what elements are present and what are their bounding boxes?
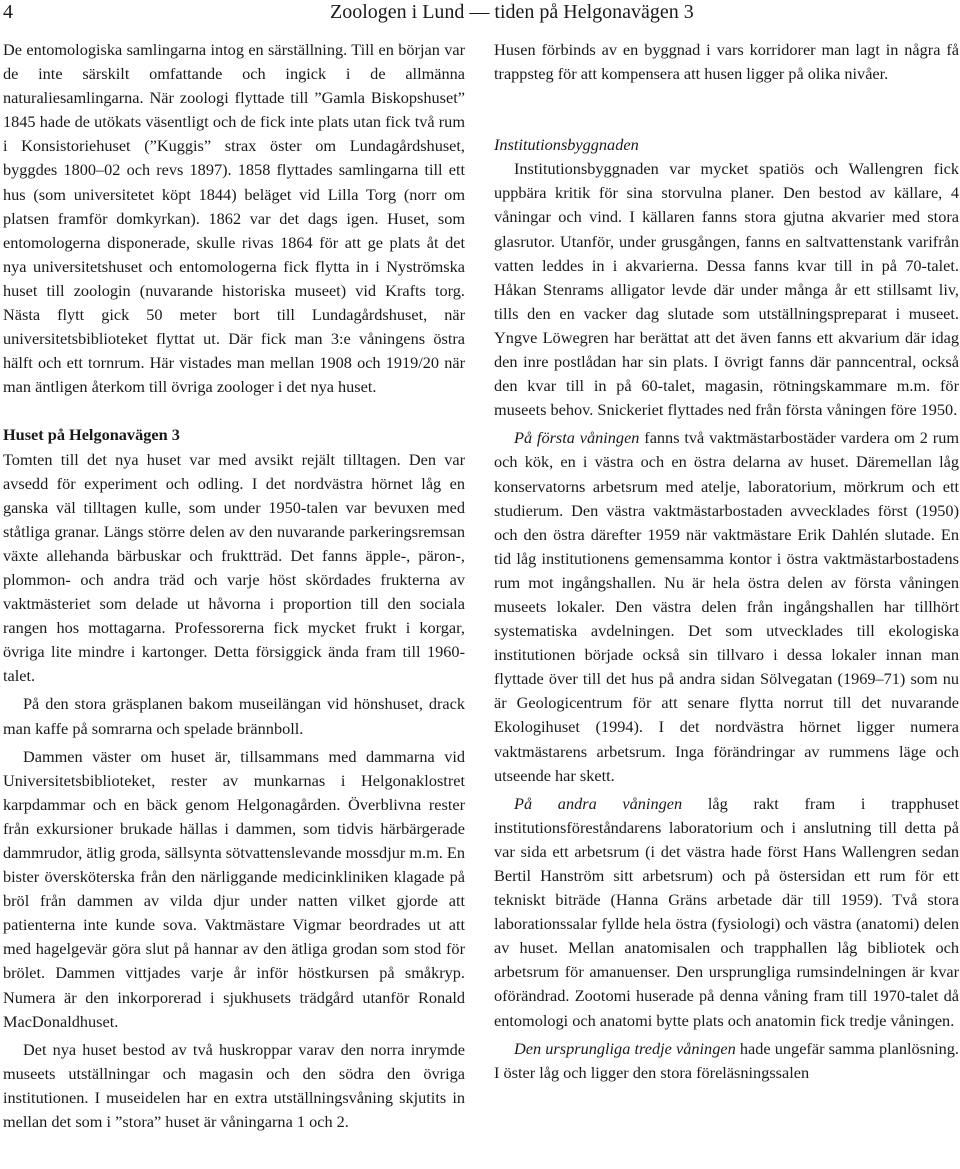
paragraph: På den stora gräsplanen bakom museilängan vid hönshuset, drack man kaffe på somrarna och spelade brännboll. [3,694,465,738]
paragraph: Tomten till det nya huset var med avsikt rejält tilltagen. Den var avsedd för experiment och odling. I det nordvästra hörnet låg en ganska väl tilltagen kulle, som under 1950-talen var bevuxen med ståtliga granar. Längs större delen av den nuvarande parkeringsremsan växte allehanda bärbuskar och fruktträd. Det fanns äpple-, päron-, plommon- och andra träd och varje höst skördades frukterna av vaktmästeriet som delade ut håvorna i proportion till den sociala rangen hos mottagarna. Professorerna fick mycket frukt i korgar, övriga lite mindre i kartonger. Detta försiggick ända fram till 1960-talet. [3,449,465,686]
page-number: 4 [3,1,13,23]
paragraph: Institutionsbyggnaden var mycket spatiös och Wallengren fick uppbära kritik för sina storvulna planer. Den bestod av källare, 4 våningar och vind. I källaren fanns stora gjutna akvarier med stora glasrutor. Utanför, under grusgången, fanns en saltvattenstank varifrån vatten leddes in i akvarierna. Dessa fanns kvar till in på 70-talet. Håkan Stenrams alligator levde där under många år ett stillsamt liv, tills den en vacker dag slutade som utställningspreparat i museet. Yngve Löwegren har berättat att det även fanns ett akvarium där idag den inre postlådan har sin plats. I övrigt fanns där panncentral, också den kvar till in på 60-talet, magasin, rötningskammare m.m. för museets behov. Snickeriet flyttades ned från första våningen före 1950. [494,159,959,420]
right-column [494,38,959,1085]
running-header: Zoologen i Lund — tiden på Helgonavägen 3 [330,1,694,23]
paragraph [494,426,959,787]
paragraph: Husen förbinds av en byggnad i vars korridorer man lagt in några få trappsteg för att kompensera att husen ligger på olika nivåer. [494,40,959,84]
paragraph-lead: På andra våningen [514,793,683,813]
paragraph: Dammen väster om huset är, tillsammans med dammarna vid Universitetsbiblioteket, rester av munkarnas i Helgonaklostret karpdammar och en bäck genom Helgonagården. Överblivna rester från exkursioner brukade hällas i dammen, som tidvis härbärgerade dammrudor, ätlig groda, sällsynta sötvattenslevande mossdjur m.m. En bister översköterska från den närliggande medicinkliniken klagade på bröl från dammen av vilda djur under natten vilket gjorde att patienterna inte kunde sova. Vaktmästare Vigmar beordrades ut att med hagelgevär göra slut på hannar av den ätliga grodan som stod för brölet. Dammen vittjades varje år inför höstkursen på småkryp. Numera är den inkorporerad i sjukhusets trädgård utanför Ronald MacDonaldhuset. [3,746,465,1031]
paragraph-lead: Den ursprungliga tredje våningen [514,1038,736,1058]
section-heading: Institutionsbyggnaden [494,135,639,155]
paragraph: De entomologiska samlingarna intog en särställning. Till en början var de inte särskilt omfattande och ingick i de allmänna naturaliesamlingarna. När zoologi flyttade till ”Gamla Biskopshuset” 1845 hade de utökats väsentligt och de fick inte plats utan fick två rum i Konsistoriehuset (”Kuggis” strax öster om Lundagårdshuset, byggdes 1800–02 och revs 1897). 1858 flyttades samlingarna till ett hus (som universitetet köpt 1844) beläget vid Lilla Torg (norr om platsen framför domkyrkan). 1862 var det dags igen. Huset, som entomologerna disponerade, skulle rivas 1864 för att ge plats åt det nya universitetshuset och entomologerna fick flytta in i Nyströmska huset till zoologin (nuvarande historiska museet) vid Krafts torg. Nästa flytt gick 50 meter bort till Lundagårdshuset, när universitetsbiblioteket flyttat ut. Där fick man 3:e våningens östra hälft och ett tornrum. Här vistades man mellan 1908 och 1919/20 när man äntligen återkom till övriga zoologer i det nya huset. [3,40,465,397]
paragraph-body: låg rakt fram i trapphuset institutionsföreståndarens laboratorium och i anslutning till detta på var sida ett arbetsrum (i det västra hade först Hans Wallengren sedan Bertil Hanström sitt arbetsrum) och på östersidan ett rum för ett tekniskt biträde (Hanna Gräns arbetade där till 1959). Två stora laborationssalar fyllde hela östra (fysiologi) och västra (anatomi) delen av huset. Mellan anatomisalen och trapphallen låg bibliotek och arbetsrum för amanuenser. Den ursprungliga rumsindelningen är kvar oförändrad. Zootomi huserade på denna våning fram till 1970-talet då entomologi och anatomi bytte plats och anatomin fick tredje våningen. [494,793,959,1030]
paragraph-body: fanns två vaktmästarbostäder vardera om 2 rum och kök, en i västra och en östra delarna av huset. Däremellan låg konservatorns arbetsrum med atelje, laboratorium, mörkrum och ett studierum. Den västra vaktmästarbostaden avvecklades först (1950) och den östra därefter 1959 när vaktmästare Erik Dahlén slutade. En tid låg institutionens gemensamma kontor i östra vaktmästarbostadens rum mot ingångshallen. Nu är hela östra delen av första våningen museets lokaler. Den västra delen från ingångshallen har tillhört systematiska avdelningen. Det som utvecklades till ekologiska institutionen började också sin tillvaro i dessa lokaler innan man flyttade över till det hus på andra sidan Sölvegatan (1969–71) som nu är Geologicentrum för att senare flytta norrut till det nuvarande Ekologihuset (1994). I det nordvästra hörnet ligger numera vaktmästarens arbetsrum. Inga förändringar av rummens läge och utseende har skett. [494,428,959,785]
section-heading: Huset på Helgonavägen 3 [3,425,180,445]
paragraph-lead: På första våningen [514,428,640,448]
left-column [3,38,465,1134]
paragraph-body: hade ungefär samma planlösning. I öster låg och ligger den stora föreläsningssalen [494,1038,959,1082]
paragraph: Det nya huset bestod av två huskroppar varav den norra inrymde museets utställningar och magasin och den södra den övriga institutionen. I museidelen har en extra utställningsvåning skjutits in mellan det som i ”stora” huset är våningarna 1 och 2. [3,1039,465,1132]
paragraph [494,792,959,1033]
paragraph [494,1037,959,1085]
